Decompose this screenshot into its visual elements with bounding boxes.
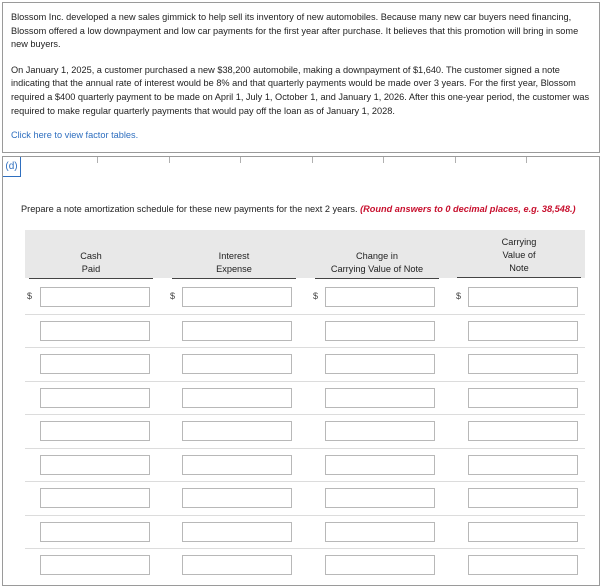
interest-expense-input[interactable] bbox=[182, 354, 292, 374]
carrying-value-input[interactable] bbox=[468, 421, 578, 441]
change-carrying-value-input[interactable] bbox=[325, 522, 435, 542]
header-carrying-value bbox=[457, 236, 581, 275]
cash-paid-input[interactable] bbox=[40, 321, 150, 341]
header-line: Carrying bbox=[501, 237, 537, 247]
header-underline bbox=[172, 278, 296, 279]
problem-paragraph-2: On January 1, 2025, a customer purchased a new $38,200 automobile, making a downpayment of $1,640. The customer signed a note indicating that the annual rate of interest would be 8% and that quarterly payments would be made over 3 years. For the first year, Blossom required a $400 quarterly payment to be made on April 1, July 1, October 1, and January 1, 2026. After this one-year period, the customer was required to make regular quarterly payments that would pay off the loan as of January 1, 2028. bbox=[11, 64, 590, 116]
carrying-value-input[interactable] bbox=[468, 388, 578, 408]
header-underline bbox=[315, 278, 439, 279]
divider-tick bbox=[312, 157, 313, 163]
header-underline bbox=[457, 277, 581, 278]
row-separator bbox=[25, 314, 585, 315]
interest-expense-input[interactable] bbox=[182, 421, 292, 441]
header-underline bbox=[29, 278, 153, 279]
problem-paragraph-1: Blossom Inc. developed a new sales gimmick to help sell its inventory of new automobiles. Because many new car buyers need financing, Blossom offered a low downpayment and low car payments for the first year after purchase. It believes that this promotion will bring in some new buyers. bbox=[11, 12, 579, 50]
change-carrying-value-input[interactable] bbox=[325, 388, 435, 408]
carrying-value-input[interactable] bbox=[468, 488, 578, 508]
table-header bbox=[25, 230, 585, 278]
factor-tables-link[interactable]: Click here to view factor tables. bbox=[11, 130, 139, 141]
header-interest-expense bbox=[172, 250, 296, 276]
interest-expense-input[interactable] bbox=[182, 455, 292, 475]
header-line: Carrying Value of Note bbox=[330, 264, 424, 274]
row-separator bbox=[25, 481, 585, 482]
cash-paid-input[interactable] bbox=[40, 488, 150, 508]
cash-paid-input[interactable] bbox=[40, 522, 150, 542]
header-line: Note bbox=[509, 263, 529, 273]
dollar-sign: $ bbox=[27, 291, 33, 301]
header-change-carrying-value bbox=[315, 250, 439, 276]
divider-tick bbox=[240, 157, 241, 163]
instruction-text bbox=[21, 204, 576, 214]
interest-expense-input[interactable] bbox=[182, 287, 292, 307]
interest-expense-input[interactable] bbox=[182, 321, 292, 341]
divider-tick bbox=[97, 157, 98, 163]
interest-expense-input[interactable] bbox=[182, 522, 292, 542]
header-cash-paid bbox=[29, 250, 153, 276]
divider-tick bbox=[526, 157, 527, 163]
row-separator bbox=[25, 381, 585, 382]
carrying-value-input[interactable] bbox=[468, 287, 578, 307]
cash-paid-input[interactable] bbox=[40, 421, 150, 441]
header-line: Interest bbox=[218, 251, 250, 261]
part-label: (d) bbox=[3, 157, 21, 177]
cash-paid-input[interactable] bbox=[40, 354, 150, 374]
carrying-value-input[interactable] bbox=[468, 455, 578, 475]
change-carrying-value-input[interactable] bbox=[325, 287, 435, 307]
problem-statement bbox=[2, 2, 600, 153]
header-line: Expense bbox=[216, 264, 252, 274]
carrying-value-input[interactable] bbox=[468, 555, 578, 575]
change-carrying-value-input[interactable] bbox=[325, 488, 435, 508]
change-carrying-value-input[interactable] bbox=[325, 321, 435, 341]
row-separator bbox=[25, 414, 585, 415]
dollar-sign: $ bbox=[313, 291, 319, 301]
interest-expense-input[interactable] bbox=[182, 488, 292, 508]
cash-paid-input[interactable] bbox=[40, 455, 150, 475]
carrying-value-input[interactable] bbox=[468, 354, 578, 374]
cash-paid-input[interactable] bbox=[40, 388, 150, 408]
carrying-value-input[interactable] bbox=[468, 321, 578, 341]
cash-paid-input[interactable] bbox=[40, 287, 150, 307]
header-line: Value of bbox=[502, 250, 536, 260]
row-separator bbox=[25, 548, 585, 549]
dollar-sign: $ bbox=[170, 291, 176, 301]
row-separator bbox=[25, 347, 585, 348]
header-line: Cash bbox=[80, 251, 102, 261]
header-line: Paid bbox=[81, 264, 101, 274]
part-d-section bbox=[2, 156, 600, 586]
change-carrying-value-input[interactable] bbox=[325, 354, 435, 374]
cash-paid-input[interactable] bbox=[40, 555, 150, 575]
change-carrying-value-input[interactable] bbox=[325, 555, 435, 575]
dollar-sign: $ bbox=[456, 291, 462, 301]
divider-tick bbox=[169, 157, 170, 163]
row-separator bbox=[25, 515, 585, 516]
interest-expense-input[interactable] bbox=[182, 388, 292, 408]
change-carrying-value-input[interactable] bbox=[325, 421, 435, 441]
carrying-value-input[interactable] bbox=[468, 522, 578, 542]
rounding-note: (Round answers to 0 decimal places, e.g. 38,548.) bbox=[360, 204, 576, 214]
instruction-main: Prepare a note amortization schedule for these new payments for the next 2 years. bbox=[21, 204, 361, 214]
divider-tick bbox=[455, 157, 456, 163]
header-line: Change in bbox=[356, 251, 398, 261]
row-separator bbox=[25, 448, 585, 449]
divider-tick bbox=[383, 157, 384, 163]
change-carrying-value-input[interactable] bbox=[325, 455, 435, 475]
interest-expense-input[interactable] bbox=[182, 555, 292, 575]
